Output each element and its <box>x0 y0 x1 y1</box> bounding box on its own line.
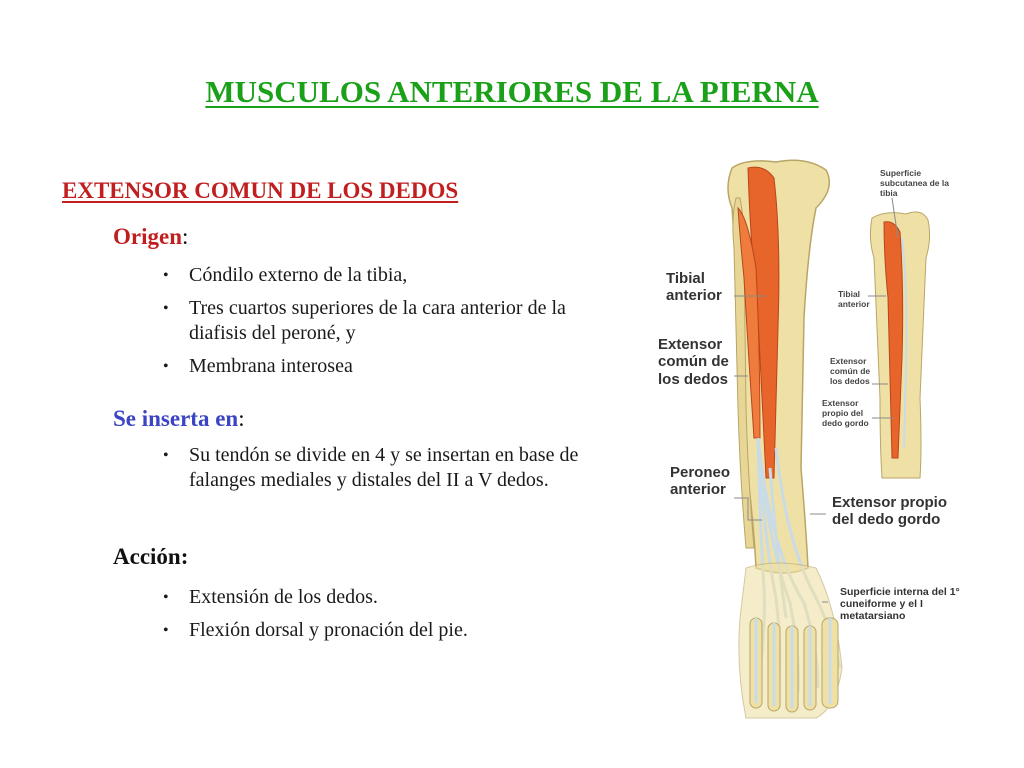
list-item: • Su tendón se divide en 4 y se insertan en base de falanges mediales y distales del II a V dedos. <box>163 443 603 493</box>
muscle-heading: EXTENSOR COMUN DE LOS DEDOS <box>62 178 459 203</box>
label-tibial-anterior: Tibial anterior <box>666 270 722 305</box>
anatomy-figure <box>636 148 1016 723</box>
large-leg-drawing <box>728 160 842 718</box>
label-small-extensor-comun: Extensor común de los dedos <box>830 356 871 387</box>
origen-list <box>163 263 583 387</box>
list-item: • Tres cuartos superiores de la cara anterior de la diafisis del peroné, y <box>163 296 583 346</box>
accion-list <box>163 585 583 651</box>
label-superficie-interna: Superficie interna del 1° cuneiforme y el I metatarsiano <box>840 586 960 623</box>
inserta-list <box>163 443 603 501</box>
inserta-label: Se inserta en <box>113 406 239 431</box>
label-peroneo-anterior: Peroneo anterior <box>670 464 731 499</box>
origen-heading <box>113 224 188 250</box>
slide-title: MUSCULOS ANTERIORES DE LA PIERNA <box>205 74 819 109</box>
label-superficie-subcutanea: Superficie subcutanea de la tibia <box>880 168 949 199</box>
label-small-extensor-propio: Extensor propio del dedo gordo <box>822 398 869 429</box>
label-extensor-comun: Extensor común de los dedos <box>658 336 729 388</box>
small-leg-drawing <box>870 212 929 478</box>
inserta-heading <box>113 406 245 432</box>
list-item: • Cóndilo externo de la tibia, <box>163 263 583 288</box>
leg-illustration <box>636 148 1016 723</box>
accion-heading: Acción: <box>113 544 189 569</box>
label-extensor-propio: Extensor propio del dedo gordo <box>832 494 948 529</box>
label-small-tibial: Tibial anterior <box>838 289 870 310</box>
list-item: • Flexión dorsal y pronación del pie. <box>163 618 583 643</box>
inserta-colon: : <box>238 406 245 431</box>
list-item: • Membrana interosea <box>163 354 583 379</box>
list-item: • Extensión de los dedos. <box>163 585 583 610</box>
origen-label: Origen <box>113 224 182 249</box>
origen-colon: : <box>182 224 189 249</box>
